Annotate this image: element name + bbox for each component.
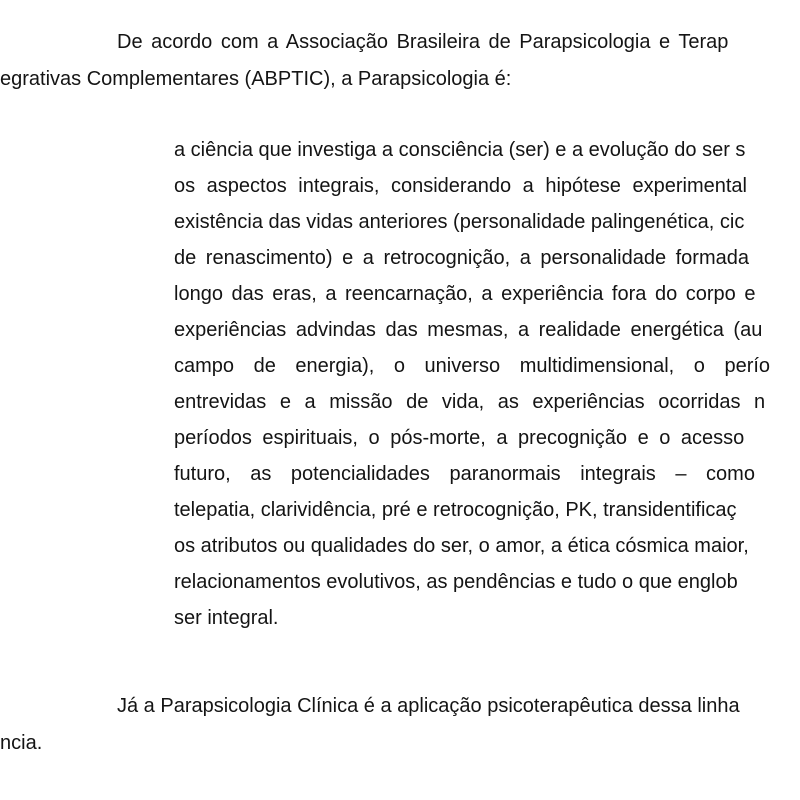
quote-line-10: futuro, as potencialidades paranormais integrais – como — [174, 463, 755, 485]
quote-line-9: períodos espirituais, o pós-morte, a precognição e o acesso — [174, 427, 745, 449]
intro-line-1: De acordo com a Associação Brasileira de Parapsicologia e Terap — [117, 31, 729, 53]
quote-line-11: telepatia, clarividência, pré e retrocognição, PK, transidentificaç — [174, 499, 737, 521]
closing-line-2: ncia. — [0, 732, 43, 754]
quote-line-12: os atributos ou qualidades do ser, o amor, a ética cósmica maior, — [174, 535, 749, 557]
quote-line-8: entrevidas e a missão de vida, as experiências ocorridas n — [174, 391, 766, 413]
quote-line-7: campo de energia), o universo multidimensional, o perío — [174, 355, 771, 377]
quote-line-4: de renascimento) e a retrocognição, a personalidade formada — [174, 247, 749, 269]
quote-line-5: longo das eras, a reencarnação, a experiência fora do corpo e — [174, 283, 756, 305]
quote-line-14: ser integral. — [174, 607, 279, 629]
intro-line-2: egrativas Complementares (ABPTIC), a Parapsicologia é: — [0, 68, 512, 90]
quote-line-2: os aspectos integrais, considerando a hipótese experimental — [174, 175, 747, 197]
quote-line-1: a ciência que investiga a consciência (ser) e a evolução do ser s — [174, 139, 746, 161]
quote-line-13: relacionamentos evolutivos, as pendências e tudo o que englob — [174, 571, 738, 593]
quote-line-6: experiências advindas das mesmas, a realidade energética (au — [174, 319, 763, 341]
quote-line-3: existência das vidas anteriores (personalidade palingenética, cic — [174, 211, 745, 233]
closing-line-1: Já a Parapsicologia Clínica é a aplicação psicoterapêutica dessa linha — [117, 695, 740, 717]
